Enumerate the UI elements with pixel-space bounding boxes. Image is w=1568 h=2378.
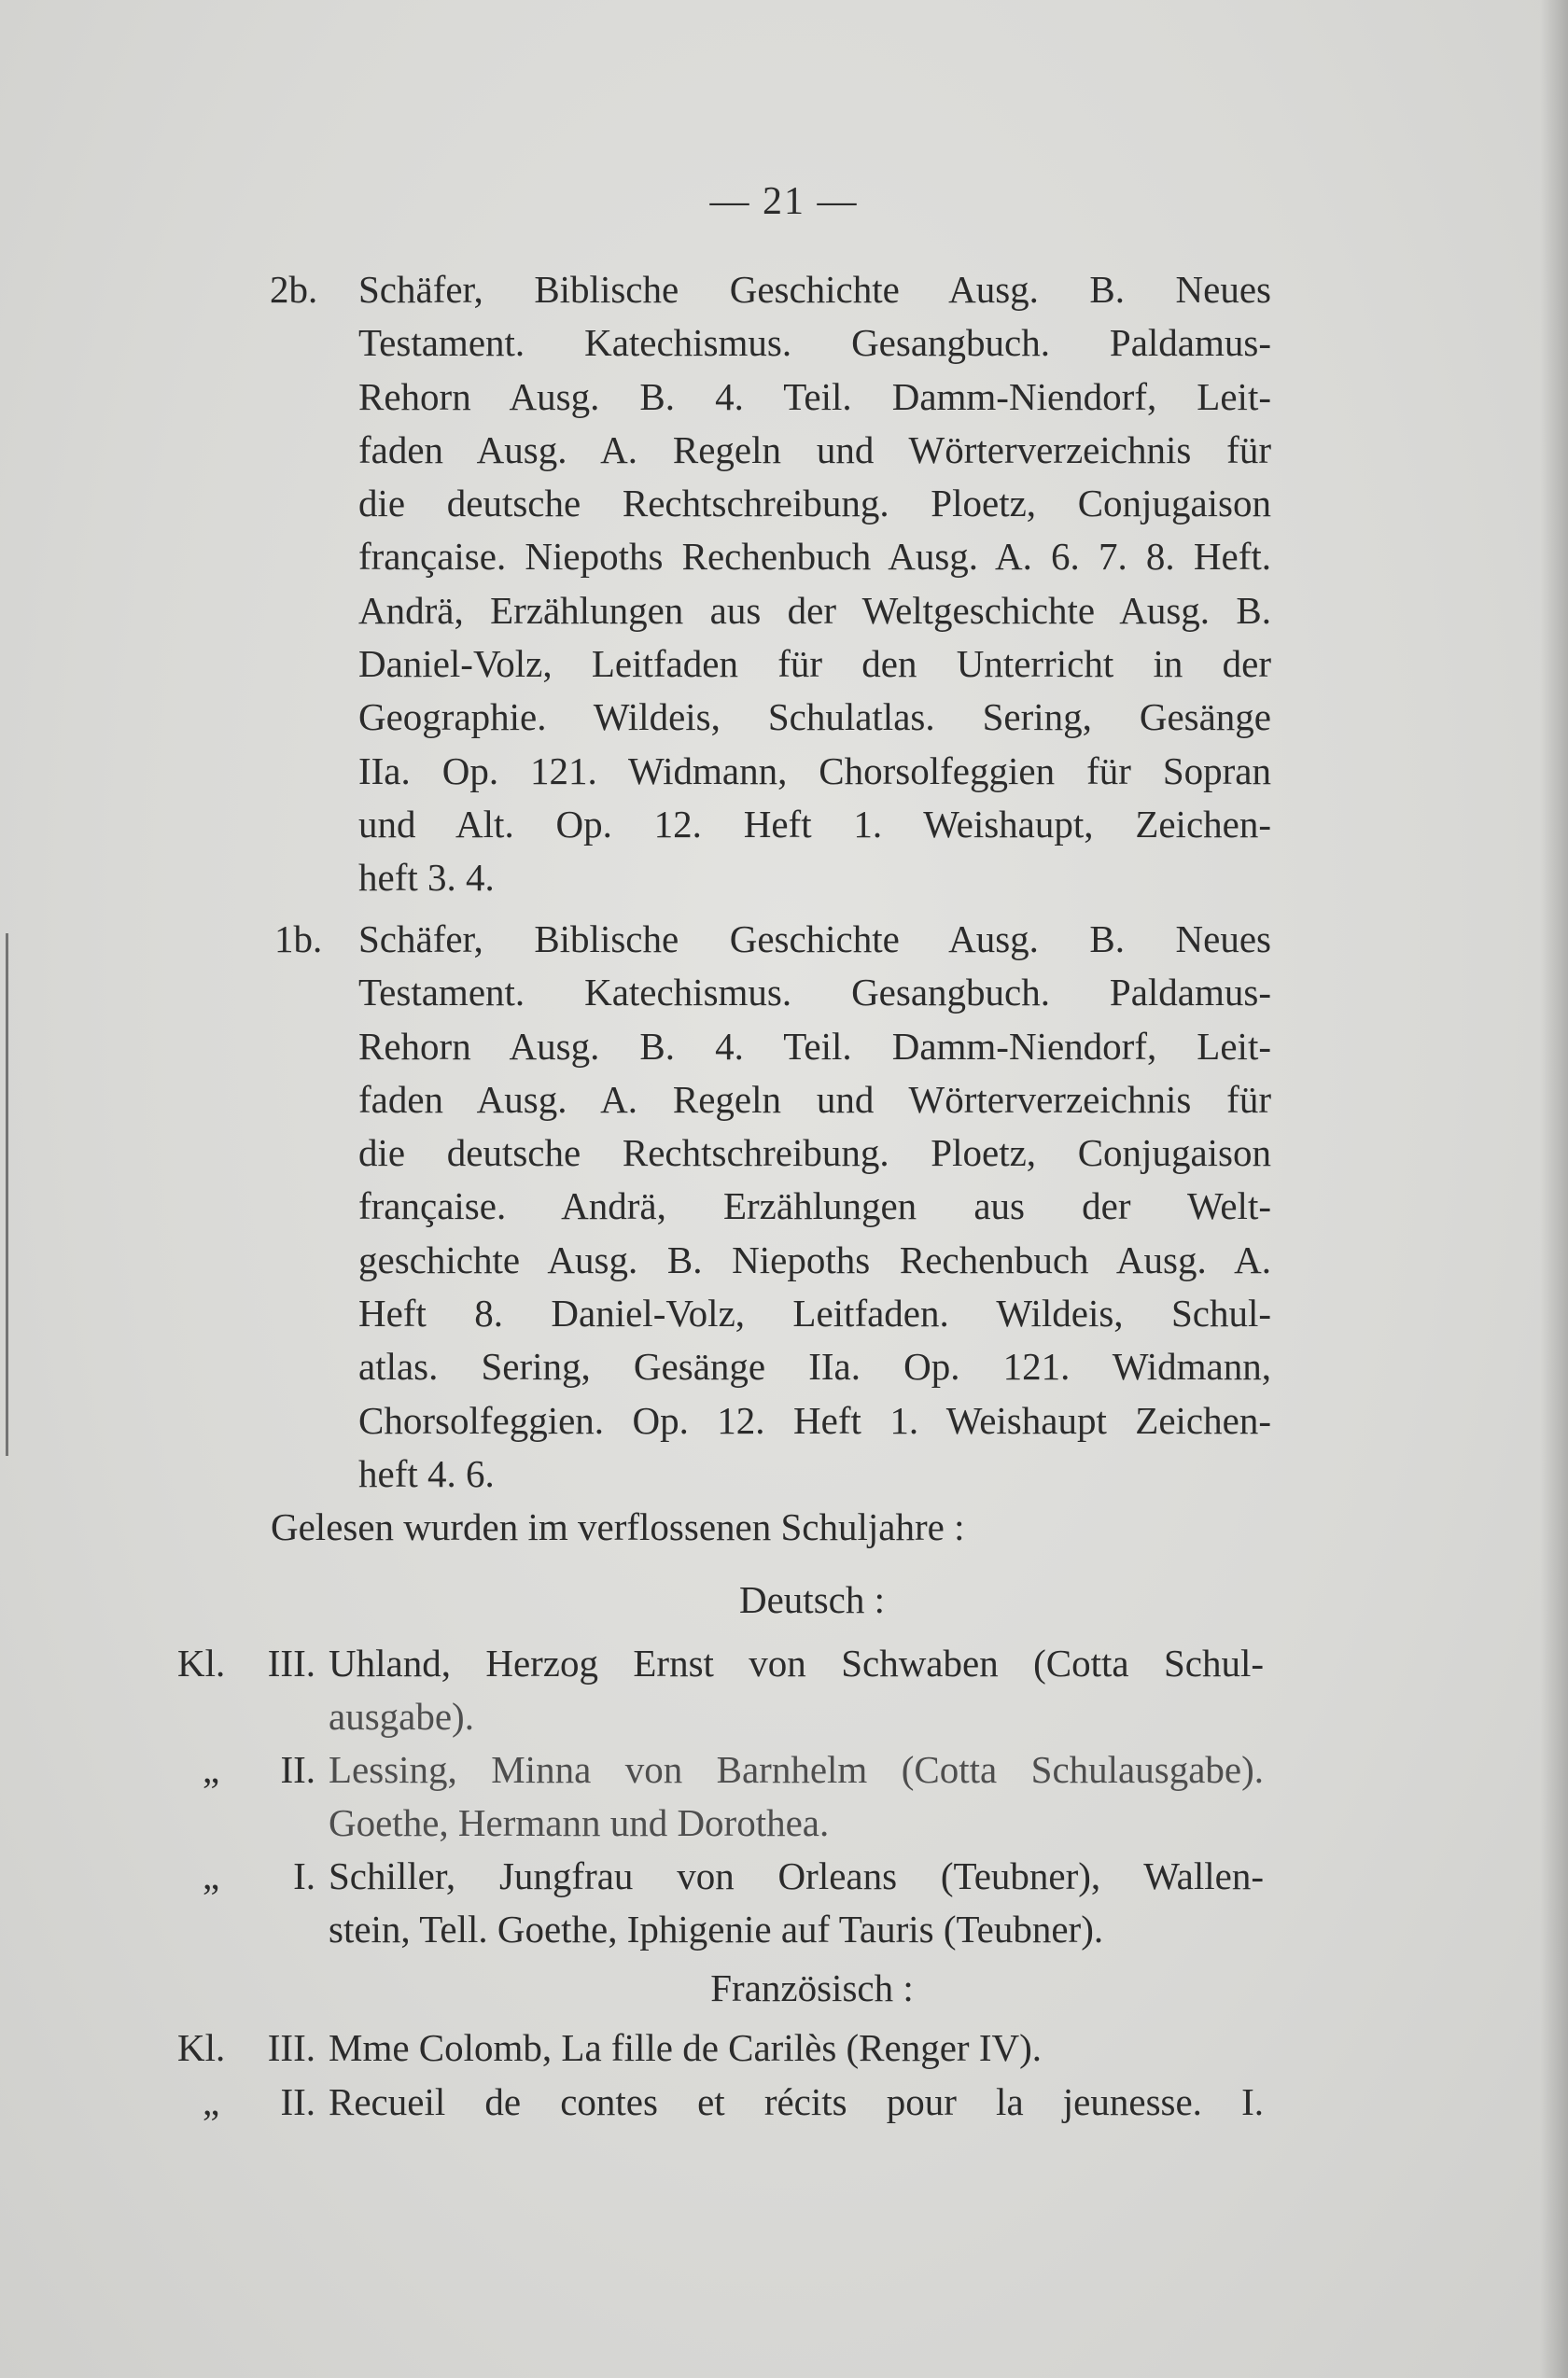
entry-line: die deutsche Rechtschreibung. Ploetz, Conjugaison bbox=[358, 1131, 1271, 1175]
entry-line: faden Ausg. A. Regeln und Wörterverzeichnis für bbox=[358, 1077, 1271, 1121]
entry-line: Chorsolfeggien. Op. 12. Heft 1. Weishaupt Zeichen- bbox=[358, 1398, 1271, 1442]
class-number: II. bbox=[280, 2080, 315, 2123]
entry-line: geschichte Ausg. B. Niepoths Rechenbuch Ausg. A. bbox=[358, 1238, 1271, 1281]
entry-line: Rehorn Ausg. B. 4. Teil. Damm-Niendorf, Leit- bbox=[358, 1024, 1271, 1068]
reading-item-deutsch-ii bbox=[203, 1743, 1264, 1851]
entry-line: Daniel-Volz, Leitfaden für den Unterricht in der bbox=[358, 642, 1271, 686]
entry-label: 2b. bbox=[270, 268, 318, 311]
entry-line: ausgabe). bbox=[329, 1695, 474, 1739]
entry-line: Schiller, Jungfrau von Orleans (Teubner), Wallen- bbox=[329, 1854, 1264, 1897]
entry-line: Lessing, Minna von Barnhelm (Cotta Schulausgabe). bbox=[329, 1748, 1264, 1791]
class-number: III. bbox=[267, 1642, 315, 1685]
entry-line: française. Andrä, Erzählungen aus der Welt- bbox=[358, 1184, 1271, 1228]
entry-line: die deutsche Rechtschreibung. Ploetz, Conjugaison bbox=[358, 482, 1271, 525]
entry-line: Schäfer, Biblische Geschichte Ausg. B. Neues bbox=[358, 268, 1271, 311]
section-heading-franzoesisch: Französisch : bbox=[710, 1966, 914, 2009]
booklist-entry-1b bbox=[274, 913, 1271, 1501]
class-number: II. bbox=[280, 1748, 315, 1791]
class-number: I. bbox=[293, 1854, 315, 1897]
entry-line: Geographie. Wildeis, Schulatlas. Sering, Gesänge bbox=[358, 695, 1271, 739]
entry-line: Andrä, Erzählungen aus der Weltgeschichte Ausg. B. bbox=[358, 588, 1271, 632]
entry-line: stein, Tell. Goethe, Iphigenie auf Tauris (Teubner). bbox=[329, 1908, 1104, 1951]
entry-line: Heft 8. Daniel-Volz, Leitfaden. Wildeis, Schul- bbox=[358, 1292, 1271, 1336]
entry-line: IIa. Op. 121. Widmann, Chorsolfeggien für Sopran bbox=[358, 748, 1271, 792]
entry-line: française. Niepoths Rechenbuch Ausg. A. 6. 7. 8. Heft. bbox=[358, 535, 1271, 579]
ditto-mark: „ bbox=[203, 2080, 220, 2123]
page-edge-shadow bbox=[1540, 0, 1568, 2378]
booklist-entry-2b bbox=[270, 263, 1271, 905]
entry-line: Testament. Katechismus. Gesangbuch. Paldamus- bbox=[358, 321, 1271, 365]
ditto-mark: „ bbox=[203, 1748, 220, 1791]
entry-line: Goethe, Hermann und Dorothea. bbox=[329, 1801, 830, 1845]
entry-label: 1b. bbox=[274, 917, 323, 960]
entry-line: faden Ausg. A. Regeln und Wörterverzeichnis für bbox=[358, 427, 1271, 471]
class-abbrev: Kl. bbox=[177, 2026, 226, 2069]
ditto-mark: „ bbox=[203, 1854, 220, 1897]
page-number: — 21 — bbox=[709, 180, 859, 223]
entry-line: Rehorn Ausg. B. 4. Teil. Damm-Niendorf, Leit- bbox=[358, 374, 1271, 418]
binding-edge-line bbox=[6, 933, 8, 1456]
read-heading: Gelesen wurden im verflossenen Schuljahre : bbox=[271, 1505, 965, 1548]
class-number: III. bbox=[267, 2026, 315, 2069]
section-heading-deutsch: Deutsch : bbox=[739, 1578, 885, 1621]
reading-item-franz-ii bbox=[203, 2076, 1264, 2129]
reading-item-deutsch-i bbox=[203, 1850, 1264, 1957]
entry-line: Testament. Katechismus. Gesangbuch. Paldamus- bbox=[358, 971, 1271, 1014]
entry-line: heft 3. 4. bbox=[358, 856, 495, 900]
reading-item-deutsch-iii bbox=[177, 1637, 1264, 1744]
reading-item-franz-iii bbox=[177, 2021, 1264, 2075]
entry-line: Uhland, Herzog Ernst von Schwaben (Cotta Schul- bbox=[329, 1642, 1264, 1685]
entry-line: und Alt. Op. 12. Heft 1. Weishaupt, Zeichen- bbox=[358, 802, 1271, 846]
entry-line: Schäfer, Biblische Geschichte Ausg. B. Neues bbox=[358, 917, 1271, 960]
entry-line: heft 4. 6. bbox=[358, 1451, 495, 1495]
entry-line: Recueil de contes et récits pour la jeunesse. I. bbox=[329, 2080, 1264, 2123]
entry-line: atlas. Sering, Gesänge IIa. Op. 121. Widmann, bbox=[358, 1345, 1271, 1389]
class-abbrev: Kl. bbox=[177, 1642, 226, 1685]
entry-line: Mme Colomb, La fille de Carilès (Renger IV). bbox=[329, 2026, 1042, 2069]
